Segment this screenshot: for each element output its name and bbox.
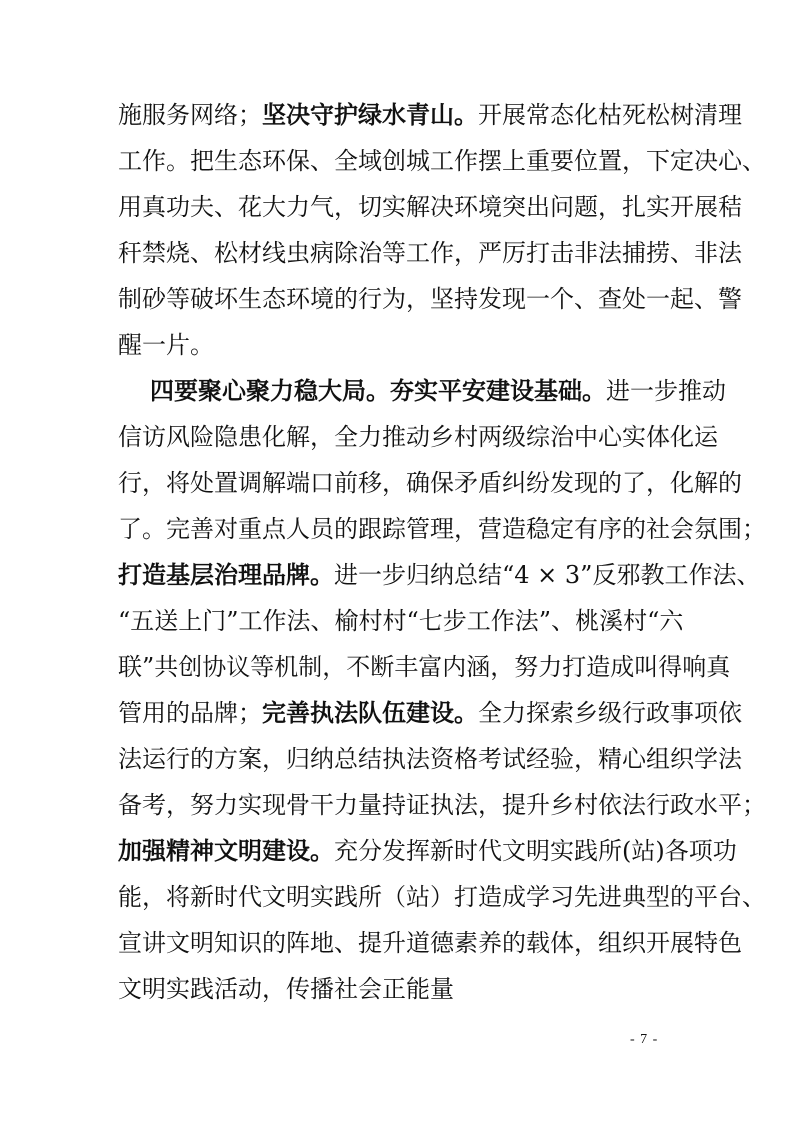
body-text: 管用的品牌； (118, 699, 262, 727)
paragraph-2-line-6: “五送上门”工作法、榆村村“七步工作法”、桃溪村“六 (118, 607, 684, 635)
body-text: 全力探索乡级行政事项依 (478, 699, 742, 727)
body-text: 开展常态化枯死松树清理 (478, 101, 742, 129)
paragraph-2-line-7: 联”共创协议等机制，不断丰富内涵，努力打造成叫得响真 (118, 653, 731, 681)
bold-heading: 夯实平安建设基础。 (390, 377, 606, 405)
body-text: 充分发挥新时代文明实践所(站)各项功 (334, 837, 737, 865)
paragraph-2-line-1 (150, 368, 726, 414)
body-text: 进一步归纳总结“4 × 3”反邪教工作法、 (334, 561, 761, 589)
paragraph-2-line-13: 宣讲文明知识的阵地、提升道德素养的载体，组织开展特色 (118, 929, 742, 957)
paragraph-2-line-12: 能，将新时代文明实践所（站）打造成学习先进典型的平台、 (118, 883, 766, 911)
bold-heading: 坚决守护绿水青山。 (262, 101, 478, 129)
page-number: - 7 - (630, 1032, 659, 1047)
paragraph-1-line-4: 秆禁烧、松材线虫病除治等工作，严厉打击非法捕捞、非法 (118, 239, 742, 267)
paragraph-2-line-8 (118, 690, 742, 736)
paragraph-2-line-4: 了。完善对重点人员的跟踪管理，营造稳定有序的社会氛围； (118, 515, 766, 543)
paragraph-2-line-3: 行，将处置调解端口前移，确保矛盾纠纷发现的了，化解的 (118, 469, 742, 497)
section-heading: 四要聚心聚力稳大局。 (150, 377, 390, 405)
paragraph-2-line-10: 备考，努力实现骨干力量持证执法，提升乡村依法行政水平； (118, 791, 766, 819)
paragraph-2-line-5 (118, 552, 761, 598)
paragraph-2-line-11 (118, 828, 737, 874)
paragraph-2-line-2: 信访风险隐患化解，全力推动乡村两级综治中心实体化运 (118, 423, 718, 451)
paragraph-1-line-2: 工作。把生态环保、全域创城工作摆上重要位置，下定决心、 (118, 147, 766, 175)
bold-heading: 完善执法队伍建设。 (262, 699, 478, 727)
paragraph-2-line-9: 法运行的方案，归纳总结执法资格考试经验，精心组织学法 (118, 745, 742, 773)
bold-heading: 加强精神文明建设。 (118, 837, 334, 865)
bold-heading: 打造基层治理品牌。 (118, 561, 334, 589)
paragraph-1-line-3: 用真功夫、花大力气，切实解决环境突出问题，扎实开展秸 (118, 193, 742, 221)
paragraph-2-line-14: 文明实践活动，传播社会正能量 (118, 975, 454, 1003)
body-text: 进一步推动 (606, 377, 726, 405)
paragraph-1-line-5: 制砂等破坏生态环境的行为，坚持发现一个、查处一起、警 (118, 285, 742, 313)
paragraph-1-line-6: 醒一片。 (118, 331, 214, 359)
paragraph-1-line-1 (118, 92, 742, 138)
body-text: 施服务网络； (118, 101, 262, 129)
